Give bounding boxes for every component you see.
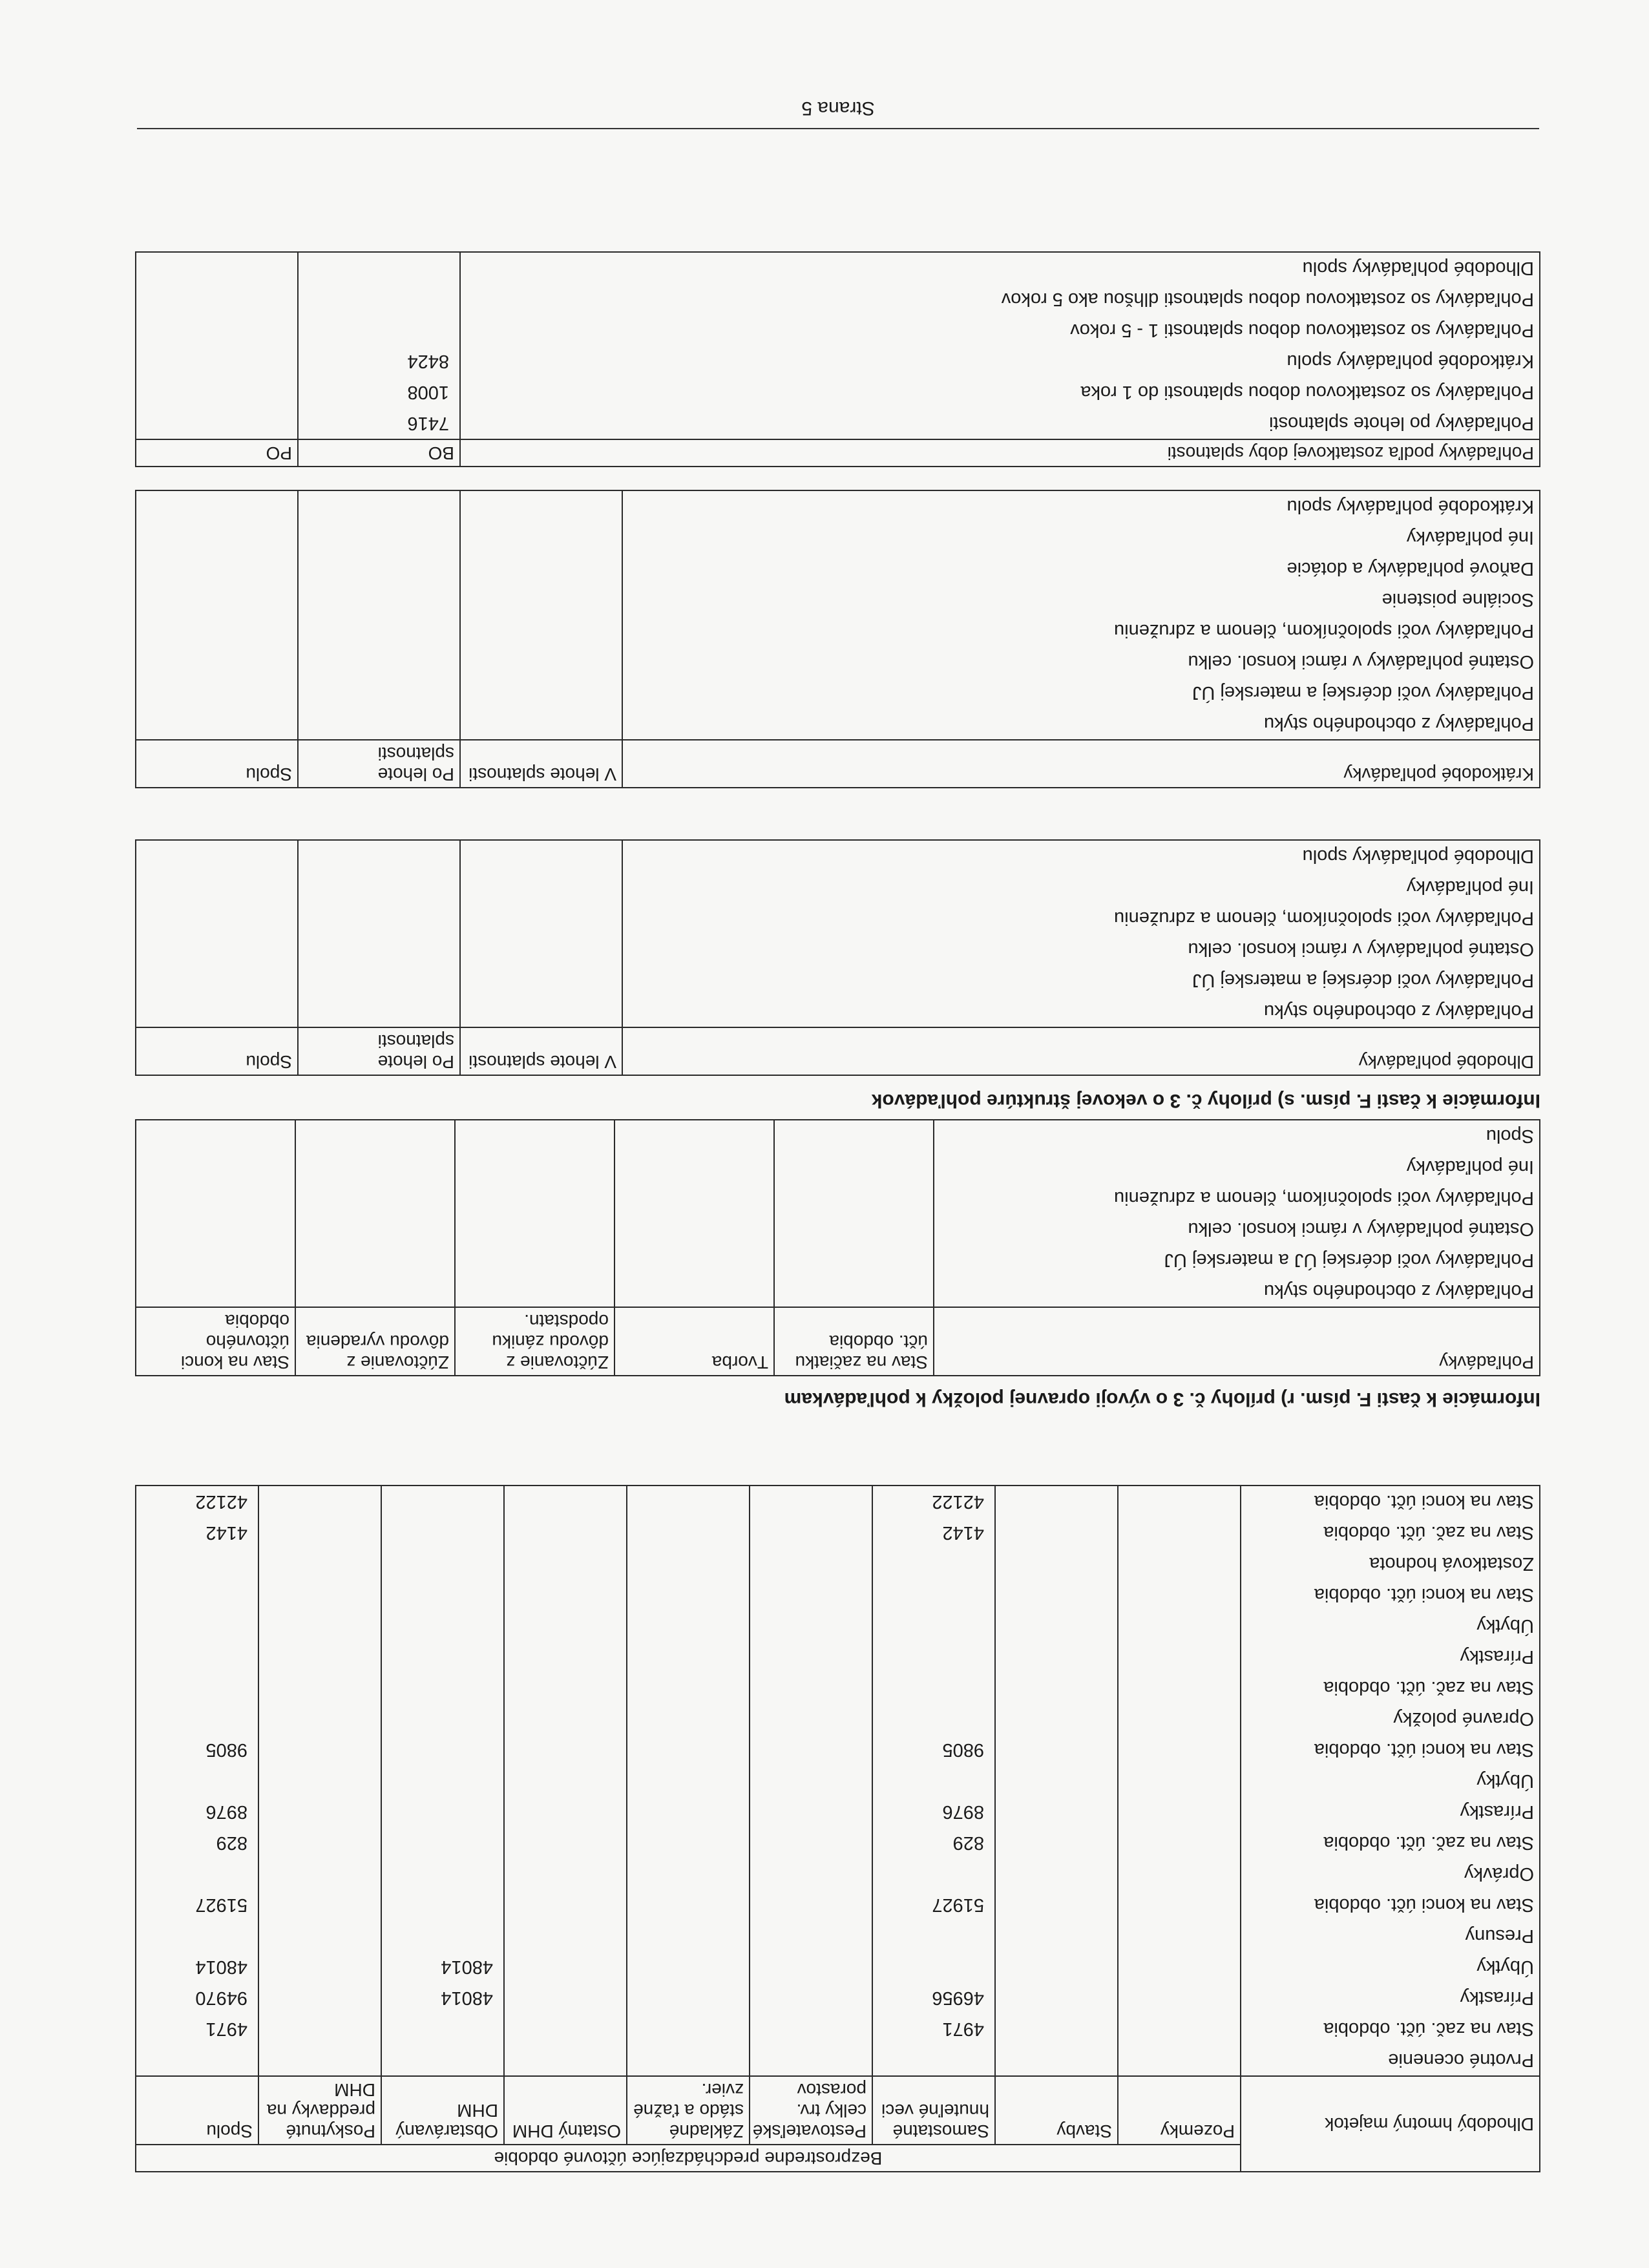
dhm-col-header: Stavby bbox=[995, 2076, 1118, 2145]
dhm-cell-value bbox=[1001, 1579, 1112, 1610]
section-r-row-label: Pohľadávky voči dcérskej ÚJ a materskej ÚJ bbox=[1164, 1250, 1534, 1270]
dhm-cell-value bbox=[1001, 1920, 1112, 1951]
long-term-table bbox=[135, 839, 1540, 1076]
dhm-row-label: Stav na zač. účt. obdobia bbox=[1323, 1522, 1534, 1543]
dhm-cell-value bbox=[264, 1889, 375, 1920]
dhm-cell-value bbox=[633, 1889, 744, 1920]
dhm-row-label: Zostatková hodnota bbox=[1369, 1553, 1534, 1574]
residual-row-label: Pohľadávky po lehote splatnosti bbox=[1269, 413, 1534, 434]
short-term-col-header: Spolu bbox=[136, 740, 298, 788]
short-term-row-label: Iné pohľadávky bbox=[1406, 527, 1534, 548]
section-r-col-header: Stav na konci účtovného obdobia bbox=[136, 1307, 295, 1376]
dhm-cell-value bbox=[1124, 1672, 1235, 1703]
dhm-row-label: Stav na zač. účt. obdobia bbox=[1323, 1832, 1534, 1853]
dhm-cell-value bbox=[264, 1920, 375, 1951]
dhm-cell-value: 4142 bbox=[942, 1522, 984, 1543]
dhm-cell-value bbox=[755, 1858, 867, 1889]
dhm-table bbox=[135, 1485, 1540, 2172]
dhm-cell-value bbox=[633, 1858, 744, 1889]
section-r-title: Informácie k časti F. písm. r) prílohy č. 3 o vývoji opravnej položky k pohľadávkam bbox=[784, 1389, 1540, 1410]
dhm-cell-value bbox=[510, 1889, 621, 1920]
residual-row-label: Pohľadávky so zostatkovou dobou splatnosti dlhšou ako 5 rokov bbox=[1001, 289, 1534, 310]
section-r-col-header: Zúčtovanie z dôvodu zániku opodstatn. bbox=[455, 1307, 614, 1376]
dhm-cell-value bbox=[510, 1610, 621, 1641]
long-term-col-header: V lehote splatnosti bbox=[460, 1027, 622, 1075]
dhm-cell-value bbox=[387, 1610, 498, 1641]
short-term-col-spolu bbox=[136, 490, 298, 740]
dhm-cell-value bbox=[1124, 1734, 1235, 1765]
dhm-cell-value bbox=[387, 1858, 498, 1889]
dhm-cell-value bbox=[1001, 1486, 1112, 1517]
dhm-cell-value: 4971 bbox=[205, 2019, 247, 2039]
residual-col-header: BO bbox=[298, 439, 460, 467]
dhm-cell-value bbox=[1124, 1641, 1235, 1672]
dhm-cell-value: 42122 bbox=[932, 1491, 984, 1512]
dhm-cell-value bbox=[1124, 1579, 1235, 1610]
dhm-cell-value bbox=[633, 1765, 744, 1796]
dhm-cell-value bbox=[1124, 1858, 1235, 1889]
dhm-col-pestovatelske bbox=[750, 1486, 872, 2076]
section-r-row-labels bbox=[934, 1120, 1540, 1307]
dhm-title: Dlhodobý hmotný majetok bbox=[1241, 2076, 1540, 2172]
dhm-cell-value bbox=[510, 1641, 621, 1672]
dhm-cell-value bbox=[755, 1951, 867, 1982]
dhm-row-label: Úbytky bbox=[1476, 1957, 1534, 1977]
residual-bo-value bbox=[304, 253, 454, 284]
dhm-row-label: Úbytky bbox=[1476, 1770, 1534, 1791]
dhm-cell-value bbox=[264, 2044, 375, 2075]
dhm-cell-value bbox=[1001, 1982, 1112, 2013]
dhm-cell-value bbox=[1124, 1951, 1235, 1982]
dhm-cell-value bbox=[878, 1703, 989, 1734]
dhm-cell-value bbox=[264, 1734, 375, 1765]
dhm-row-label: Úbytky bbox=[1476, 1615, 1534, 1636]
dhm-cell-value bbox=[1001, 1951, 1112, 1982]
dhm-cell-value bbox=[878, 1951, 989, 1982]
residual-po-value bbox=[142, 284, 292, 315]
dhm-cell-value bbox=[1001, 1641, 1112, 1672]
residual-po-value bbox=[142, 253, 292, 284]
dhm-cell-value bbox=[142, 1672, 253, 1703]
dhm-row-label: Prvotné ocenenie bbox=[1388, 2050, 1534, 2070]
residual-row-label: Dlhodobé pohľadávky spolu bbox=[1302, 258, 1534, 278]
section-r-row-label: Ostatné pohľadávky v rámci konsol. celku bbox=[1188, 1219, 1534, 1239]
dhm-cell-value bbox=[1001, 1796, 1112, 1827]
dhm-cell-value bbox=[387, 1734, 498, 1765]
dhm-cell-value bbox=[264, 1486, 375, 1517]
residual-bo-value bbox=[304, 284, 454, 315]
dhm-cell-value bbox=[510, 1579, 621, 1610]
dhm-row-label: Presuny bbox=[1465, 1926, 1534, 1946]
dhm-cell-value bbox=[1124, 1517, 1235, 1548]
dhm-cell-value bbox=[142, 1641, 253, 1672]
dhm-cell-value bbox=[510, 2044, 621, 2075]
section-r-row-label: Pohľadávky z obchodného styku bbox=[1264, 1281, 1534, 1301]
dhm-cell-value bbox=[1001, 1734, 1112, 1765]
long-term-row-label: Pohľadávky voči spoločníkom, členom a združeniu bbox=[1113, 908, 1534, 929]
page-number: 5 bbox=[801, 98, 812, 119]
section-r-row-label: Pohľadávky voči spoločníkom, členom a združeniu bbox=[1113, 1188, 1534, 1208]
dhm-cell-value bbox=[1124, 1610, 1235, 1641]
section-r-col-end bbox=[136, 1120, 295, 1307]
dhm-cell-value bbox=[633, 2044, 744, 2075]
dhm-col-pozemky bbox=[1118, 1486, 1241, 2076]
page-label: Strana bbox=[817, 98, 875, 119]
dhm-cell-value bbox=[878, 1672, 989, 1703]
section-r-row-label: Iné pohľadávky bbox=[1406, 1157, 1534, 1177]
dhm-period: Bezprostredne predchádzajúce účtovné obdobie bbox=[136, 2145, 1241, 2172]
short-term-col-po-lehote bbox=[298, 490, 460, 740]
dhm-cell-value bbox=[755, 1579, 867, 1610]
dhm-cell-value bbox=[264, 1517, 375, 1548]
short-term-row-label: Sociálne poistenie bbox=[1381, 589, 1534, 610]
dhm-cell-value bbox=[510, 1920, 621, 1951]
dhm-cell-value bbox=[878, 2044, 989, 2075]
dhm-cell-value bbox=[510, 1734, 621, 1765]
residual-bo-value bbox=[304, 315, 454, 346]
section-r-row-label: Spolu bbox=[1486, 1126, 1534, 1146]
dhm-cell-value bbox=[878, 1920, 989, 1951]
dhm-cell-value bbox=[1124, 2013, 1235, 2044]
short-term-col-header: V lehote splatnosti bbox=[460, 740, 622, 788]
dhm-col-spolu bbox=[136, 1486, 258, 2076]
long-term-col-header: Po lehote splatnosti bbox=[298, 1027, 460, 1075]
dhm-cell-value bbox=[142, 1548, 253, 1579]
dhm-cell-value bbox=[264, 1641, 375, 1672]
dhm-cell-value: 8976 bbox=[942, 1801, 984, 1822]
long-term-col-spolu bbox=[136, 840, 298, 1027]
dhm-cell-value bbox=[264, 1703, 375, 1734]
dhm-col-header: Pozemky bbox=[1118, 2076, 1241, 2145]
dhm-cell-value bbox=[755, 2044, 867, 2075]
dhm-cell-value bbox=[633, 1641, 744, 1672]
residual-row-labels bbox=[460, 252, 1540, 439]
dhm-cell-value bbox=[510, 1548, 621, 1579]
section-r-col-tvorba bbox=[614, 1120, 774, 1307]
dhm-cell-value bbox=[1001, 1517, 1112, 1548]
dhm-cell-value bbox=[387, 2044, 498, 2075]
long-term-row-label: Ostatné pohľadávky v rámci konsol. celku bbox=[1188, 939, 1534, 960]
residual-po-value bbox=[142, 377, 292, 408]
dhm-cell-value bbox=[755, 1827, 867, 1858]
dhm-cell-value: 48014 bbox=[441, 1957, 493, 1977]
dhm-cell-value bbox=[142, 1920, 253, 1951]
dhm-cell-value bbox=[633, 1610, 744, 1641]
dhm-cell-value: 4142 bbox=[205, 1522, 247, 1543]
dhm-cell-value bbox=[1001, 1548, 1112, 1579]
dhm-col-preddavky bbox=[258, 1486, 381, 2076]
residual-bo-value: 7416 bbox=[407, 413, 449, 434]
dhm-cell-value bbox=[755, 1982, 867, 2013]
residual-col-header: Pohľadávky podľa zostatkovej doby splatnosti bbox=[460, 439, 1540, 467]
dhm-cell-value bbox=[387, 1889, 498, 1920]
dhm-row-label: Prírastky bbox=[1460, 1988, 1534, 2008]
dhm-cell-value bbox=[387, 1703, 498, 1734]
dhm-cell-value bbox=[1001, 1765, 1112, 1796]
dhm-cell-value bbox=[510, 1858, 621, 1889]
dhm-cell-value bbox=[142, 1703, 253, 1734]
short-term-row-label: Pohľadávky voči spoločníkom, členom a združeniu bbox=[1113, 620, 1534, 641]
section-r-table bbox=[135, 1119, 1540, 1376]
dhm-cell-value bbox=[510, 1486, 621, 1517]
short-term-row-label: Krátkodobé pohľadávky spolu bbox=[1287, 496, 1534, 517]
dhm-cell-value bbox=[264, 1765, 375, 1796]
dhm-cell-value bbox=[755, 1703, 867, 1734]
dhm-col-header: Ostatný DHM bbox=[504, 2076, 627, 2145]
dhm-cell-value: 48014 bbox=[195, 1957, 247, 1977]
dhm-cell-value bbox=[387, 1796, 498, 1827]
residual-col-header: PO bbox=[136, 439, 298, 467]
dhm-cell-value bbox=[1001, 1827, 1112, 1858]
dhm-row-label: Prírastky bbox=[1460, 1801, 1534, 1822]
dhm-cell-value bbox=[878, 1579, 989, 1610]
dhm-cell-value bbox=[755, 1920, 867, 1951]
dhm-cell-value bbox=[633, 1579, 744, 1610]
dhm-cell-value: 42122 bbox=[195, 1491, 247, 1512]
residual-bo-value: 1008 bbox=[407, 382, 449, 403]
dhm-cell-value bbox=[755, 1765, 867, 1796]
dhm-row-label: Stav na zač. účt. obdobia bbox=[1323, 2019, 1534, 2039]
dhm-cell-value bbox=[387, 1517, 498, 1548]
dhm-col-header: Spolu bbox=[136, 2076, 258, 2145]
short-term-col-header: Krátkodobé pohľadávky bbox=[622, 740, 1540, 788]
dhm-cell-value bbox=[1001, 1889, 1112, 1920]
dhm-cell-value bbox=[387, 1920, 498, 1951]
dhm-cell-value bbox=[878, 1641, 989, 1672]
dhm-cell-value bbox=[1124, 1827, 1235, 1858]
dhm-cell-value bbox=[142, 2044, 253, 2075]
page-footer bbox=[137, 97, 1539, 129]
long-term-col-v-lehote bbox=[460, 840, 622, 1027]
long-term-row-label: Pohľadávky z obchodného styku bbox=[1264, 1001, 1534, 1022]
long-term-row-label: Dlhodobé pohľadávky spolu bbox=[1302, 846, 1534, 866]
residual-row-label: Pohľadávky so zostatkovou dobou splatnosti 1 - 5 rokov bbox=[1070, 320, 1534, 341]
dhm-row-label: Opravné položky bbox=[1393, 1708, 1534, 1729]
section-s-title: Informácie k časti F. písm. s) prílohy č. 3 o vekovej štruktúre pohľadávok bbox=[871, 1090, 1540, 1111]
dhm-cell-value bbox=[878, 1610, 989, 1641]
short-term-row-label: Pohľadávky z obchodného styku bbox=[1264, 713, 1534, 734]
dhm-row-label: Stav na konci účt. obdobia bbox=[1314, 1739, 1534, 1760]
dhm-cell-value bbox=[1124, 1920, 1235, 1951]
dhm-cell-value bbox=[264, 1796, 375, 1827]
dhm-cell-value bbox=[755, 1641, 867, 1672]
dhm-cell-value bbox=[387, 2013, 498, 2044]
residual-po-value bbox=[142, 408, 292, 439]
dhm-cell-value bbox=[1001, 1858, 1112, 1889]
dhm-col-header: Základné stádo a ťažné zvier. bbox=[627, 2076, 750, 2145]
residual-po-value bbox=[142, 346, 292, 377]
dhm-cell-value bbox=[510, 1672, 621, 1703]
dhm-cell-value bbox=[1001, 1672, 1112, 1703]
dhm-cell-value bbox=[510, 1827, 621, 1858]
dhm-cell-value bbox=[1001, 2013, 1112, 2044]
dhm-cell-value bbox=[510, 1982, 621, 2013]
dhm-col-stavby bbox=[995, 1486, 1118, 2076]
section-r-col-header: Pohľadávky bbox=[934, 1307, 1540, 1376]
dhm-cell-value bbox=[142, 1858, 253, 1889]
dhm-col-zakladne-stado bbox=[627, 1486, 750, 2076]
dhm-cell-value bbox=[633, 1920, 744, 1951]
short-term-row-label: Pohľadávky voči dcérskej a materskej ÚJ bbox=[1192, 682, 1534, 703]
dhm-cell-value: 48014 bbox=[441, 1988, 493, 2008]
short-term-col-v-lehote bbox=[460, 490, 622, 740]
dhm-cell-value bbox=[633, 1672, 744, 1703]
dhm-cell-value bbox=[387, 1765, 498, 1796]
section-r-col-zanik bbox=[455, 1120, 614, 1307]
short-term-col-header: Po lehote splatnosti bbox=[298, 740, 460, 788]
dhm-cell-value bbox=[387, 1827, 498, 1858]
long-term-row-label: Pohľadávky voči dcérskej a materskej ÚJ bbox=[1192, 970, 1534, 991]
dhm-cell-value bbox=[878, 1858, 989, 1889]
dhm-cell-value bbox=[1124, 1889, 1235, 1920]
dhm-cell-value bbox=[633, 1703, 744, 1734]
residual-row-label: Pohľadávky so zostatkovou dobou splatnosti do 1 roka bbox=[1080, 382, 1534, 403]
dhm-cell-value bbox=[633, 1486, 744, 1517]
dhm-cell-value bbox=[387, 1641, 498, 1672]
dhm-cell-value bbox=[1001, 1703, 1112, 1734]
dhm-cell-value: 46956 bbox=[932, 1988, 984, 2008]
dhm-cell-value bbox=[510, 1951, 621, 1982]
dhm-row-label: Stav na konci účt. obdobia bbox=[1314, 1895, 1534, 1915]
dhm-col-samostatne bbox=[872, 1486, 995, 2076]
short-term-row-label: Ostatné pohľadávky v rámci konsol. celku bbox=[1188, 651, 1534, 672]
dhm-cell-value bbox=[1124, 2044, 1235, 2075]
dhm-col-obstaravany bbox=[381, 1486, 504, 2076]
dhm-cell-value bbox=[1001, 1610, 1112, 1641]
dhm-cell-value: 51927 bbox=[932, 1895, 984, 1915]
dhm-cell-value bbox=[755, 1672, 867, 1703]
residual-col-bo bbox=[298, 252, 460, 439]
dhm-cell-value bbox=[264, 1548, 375, 1579]
dhm-cell-value: 9805 bbox=[942, 1739, 984, 1760]
dhm-cell-value: 51927 bbox=[195, 1895, 247, 1915]
dhm-cell-value bbox=[633, 1982, 744, 2013]
dhm-cell-value bbox=[510, 2013, 621, 2044]
dhm-cell-value bbox=[264, 1827, 375, 1858]
dhm-cell-value bbox=[142, 1579, 253, 1610]
dhm-col-header: Poskytnuté preddavky na DHM bbox=[258, 2076, 381, 2145]
dhm-cell-value bbox=[510, 1517, 621, 1548]
dhm-cell-value bbox=[633, 1796, 744, 1827]
dhm-cell-value bbox=[510, 1703, 621, 1734]
dhm-cell-value bbox=[264, 1610, 375, 1641]
dhm-cell-value bbox=[387, 1672, 498, 1703]
dhm-row-label: Stav na konci účt. obdobia bbox=[1314, 1491, 1534, 1512]
dhm-col-header: Obstarávaný DHM bbox=[381, 2076, 504, 2145]
short-term-row-labels bbox=[622, 490, 1540, 740]
dhm-cell-value bbox=[1124, 1982, 1235, 2013]
dhm-row-label: Oprávky bbox=[1464, 1864, 1534, 1884]
dhm-cell-value bbox=[755, 1548, 867, 1579]
dhm-cell-value bbox=[1124, 1486, 1235, 1517]
dhm-cell-value bbox=[387, 1579, 498, 1610]
dhm-cell-value bbox=[755, 1517, 867, 1548]
dhm-cell-value bbox=[633, 2013, 744, 2044]
section-r-col-start bbox=[774, 1120, 934, 1307]
dhm-cell-value bbox=[510, 1796, 621, 1827]
dhm-cell-value bbox=[387, 1486, 498, 1517]
residual-maturity-table bbox=[135, 251, 1540, 467]
dhm-cell-value: 829 bbox=[216, 1832, 247, 1853]
long-term-col-po-lehote bbox=[298, 840, 460, 1027]
dhm-cell-value bbox=[633, 1951, 744, 1982]
dhm-cell-value bbox=[1124, 1765, 1235, 1796]
dhm-col-header: Samostatné hnuteľné veci bbox=[872, 2076, 995, 2145]
dhm-cell-value bbox=[633, 1827, 744, 1858]
dhm-cell-value: 829 bbox=[952, 1832, 984, 1853]
dhm-cell-value: 4971 bbox=[942, 2019, 984, 2039]
short-term-table bbox=[135, 490, 1540, 788]
dhm-cell-value bbox=[1124, 1796, 1235, 1827]
long-term-col-header: Dlhodobé pohľadávky bbox=[622, 1027, 1540, 1075]
dhm-cell-value bbox=[387, 1548, 498, 1579]
residual-po-value bbox=[142, 315, 292, 346]
dhm-cell-value bbox=[264, 2013, 375, 2044]
dhm-cell-value bbox=[1124, 1548, 1235, 1579]
dhm-row-label: Prírastky bbox=[1460, 1646, 1534, 1667]
dhm-cell-value: 9805 bbox=[205, 1739, 247, 1760]
dhm-cell-value bbox=[878, 1548, 989, 1579]
long-term-row-labels bbox=[622, 840, 1540, 1027]
dhm-cell-value: 94970 bbox=[195, 1988, 247, 2008]
section-r-col-header: Tvorba bbox=[614, 1307, 774, 1376]
long-term-row-label: Iné pohľadávky bbox=[1406, 877, 1534, 898]
dhm-col-ostatny bbox=[504, 1486, 627, 2076]
short-term-row-label: Daňové pohľadávky a dotácie bbox=[1287, 558, 1534, 579]
dhm-row-label: Stav na konci účt. obdobia bbox=[1314, 1584, 1534, 1605]
dhm-cell-value bbox=[142, 1610, 253, 1641]
dhm-cell-value bbox=[264, 1672, 375, 1703]
dhm-cell-value bbox=[264, 1982, 375, 2013]
dhm-cell-value bbox=[633, 1548, 744, 1579]
section-r-col-header: Zúčtovanie z dôvodu vyradenia bbox=[295, 1307, 455, 1376]
dhm-cell-value bbox=[633, 1517, 744, 1548]
residual-col-po bbox=[136, 252, 298, 439]
residual-row-label: Krátkodobé pohľadávky spolu bbox=[1287, 351, 1534, 372]
dhm-cell-value bbox=[1124, 1703, 1235, 1734]
dhm-cell-value bbox=[755, 1486, 867, 1517]
section-r-col-vyradenie bbox=[295, 1120, 455, 1307]
dhm-cell-value bbox=[510, 1765, 621, 1796]
dhm-cell-value bbox=[264, 1951, 375, 1982]
long-term-col-header: Spolu bbox=[136, 1027, 298, 1075]
dhm-row-label: Stav na zač. účt. obdobia bbox=[1323, 1677, 1534, 1698]
dhm-cell-value bbox=[1001, 2044, 1112, 2075]
residual-bo-value: 8424 bbox=[407, 351, 449, 372]
dhm-cell-value bbox=[755, 1889, 867, 1920]
dhm-cell-value bbox=[264, 1858, 375, 1889]
dhm-cell-value bbox=[264, 1579, 375, 1610]
dhm-cell-value bbox=[633, 1734, 744, 1765]
dhm-row-labels bbox=[1241, 1486, 1540, 2076]
dhm-cell-value bbox=[755, 1734, 867, 1765]
dhm-cell-value bbox=[755, 1610, 867, 1641]
dhm-cell-value bbox=[755, 1796, 867, 1827]
dhm-cell-value: 8976 bbox=[205, 1801, 247, 1822]
dhm-cell-value bbox=[142, 1765, 253, 1796]
section-r-col-header: Stav na začiatku účt. obdobia bbox=[774, 1307, 934, 1376]
dhm-col-header: Pestovateľské celky trv. porastov bbox=[750, 2076, 872, 2145]
dhm-cell-value bbox=[755, 2013, 867, 2044]
dhm-cell-value bbox=[878, 1765, 989, 1796]
